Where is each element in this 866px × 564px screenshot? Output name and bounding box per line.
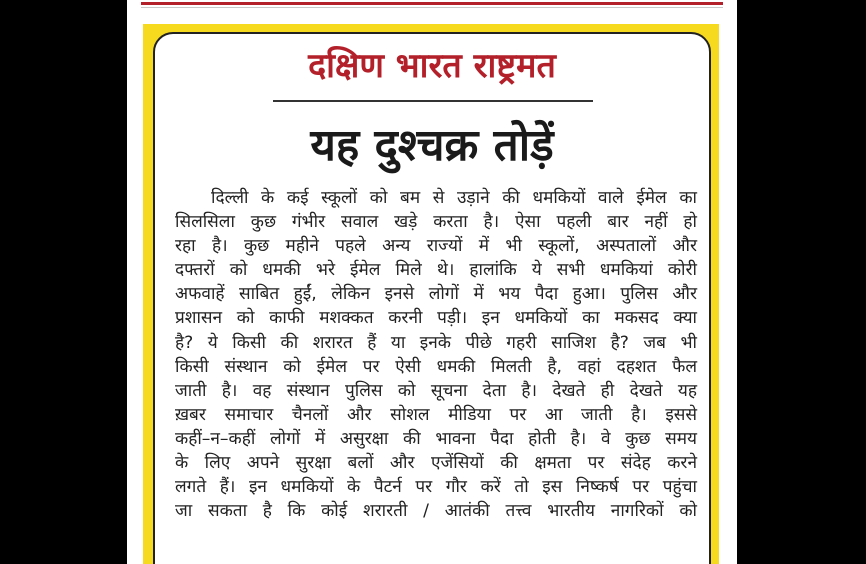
article-line: प्रशासन को काफी मशक्कत करनी पड़ी। इन धमकियों का मकसद क्या (175, 308, 697, 329)
article-line: जाती है। वह संस्थान पुलिस को सूचना देता है। देखते ही देखते यह (175, 380, 697, 401)
article-line: दिल्ली के कई स्कूलों को बम से उड़ाने की धमकियों वाले ईमेल का (211, 188, 697, 208)
article-line: किसी संस्थान को ईमेल पर ऐसी धमकी मिलती है, वहां दहशत फैल (175, 356, 697, 377)
article-line: रहा है। कुछ महीने पहले अन्य राज्यों में भी स्कूलों, अस्पतालों और (175, 236, 697, 257)
article-line: लगते हैं। इन धमकियों के पैटर्न पर गौर करें तो इस निष्कर्ष पर पहुंचा (175, 477, 697, 498)
article-line: के लिए अपने सुरक्षा बलों और एजेंसियों की क्षमता पर संदेह करने (175, 453, 697, 474)
article-line: जा सकता है कि कोई शरारती / आतंकी तत्त्व भारतीय नागरिकों को (175, 501, 697, 522)
article-line: है? ये किसी की शरारत हैं या इनके पीछे गहरी साजिश है? जब भी (175, 332, 697, 353)
top-red-rule (141, 2, 723, 5)
article-line: सिलसिला कुछ गंभीर सवाल खड़े करता है। ऐसा पहली बार नहीं हो (175, 212, 697, 233)
article-line: ख़बर समाचार चैनलों और सोशल मीडिया पर आ जाती है। इससे (175, 404, 697, 425)
article-body (175, 186, 697, 523)
article-line: अफवाहें साबित हुईं, लेकिन इनसे लोगों में भय पैदा हुआ। पुलिस और (175, 284, 697, 305)
editorial-box (153, 32, 711, 564)
newspaper-page (127, 0, 737, 564)
editorial-frame (143, 24, 719, 564)
masthead-underline (273, 100, 593, 102)
masthead-title: दक्षिण भारत राष्ट्रमत (308, 46, 556, 86)
top-thin-rule (141, 7, 723, 8)
article-line: कहीं–न–कहीं लोगों में असुरक्षा की भावना पैदा होती है। वे कुछ समय (175, 428, 697, 449)
article-headline: यह दुश्चक्र तोड़ें (310, 120, 554, 171)
article-line: दफ्तरों को धमकी भरे ईमेल मिले थे। हालांकि ये सभी धमकियां कोरी (175, 260, 697, 281)
